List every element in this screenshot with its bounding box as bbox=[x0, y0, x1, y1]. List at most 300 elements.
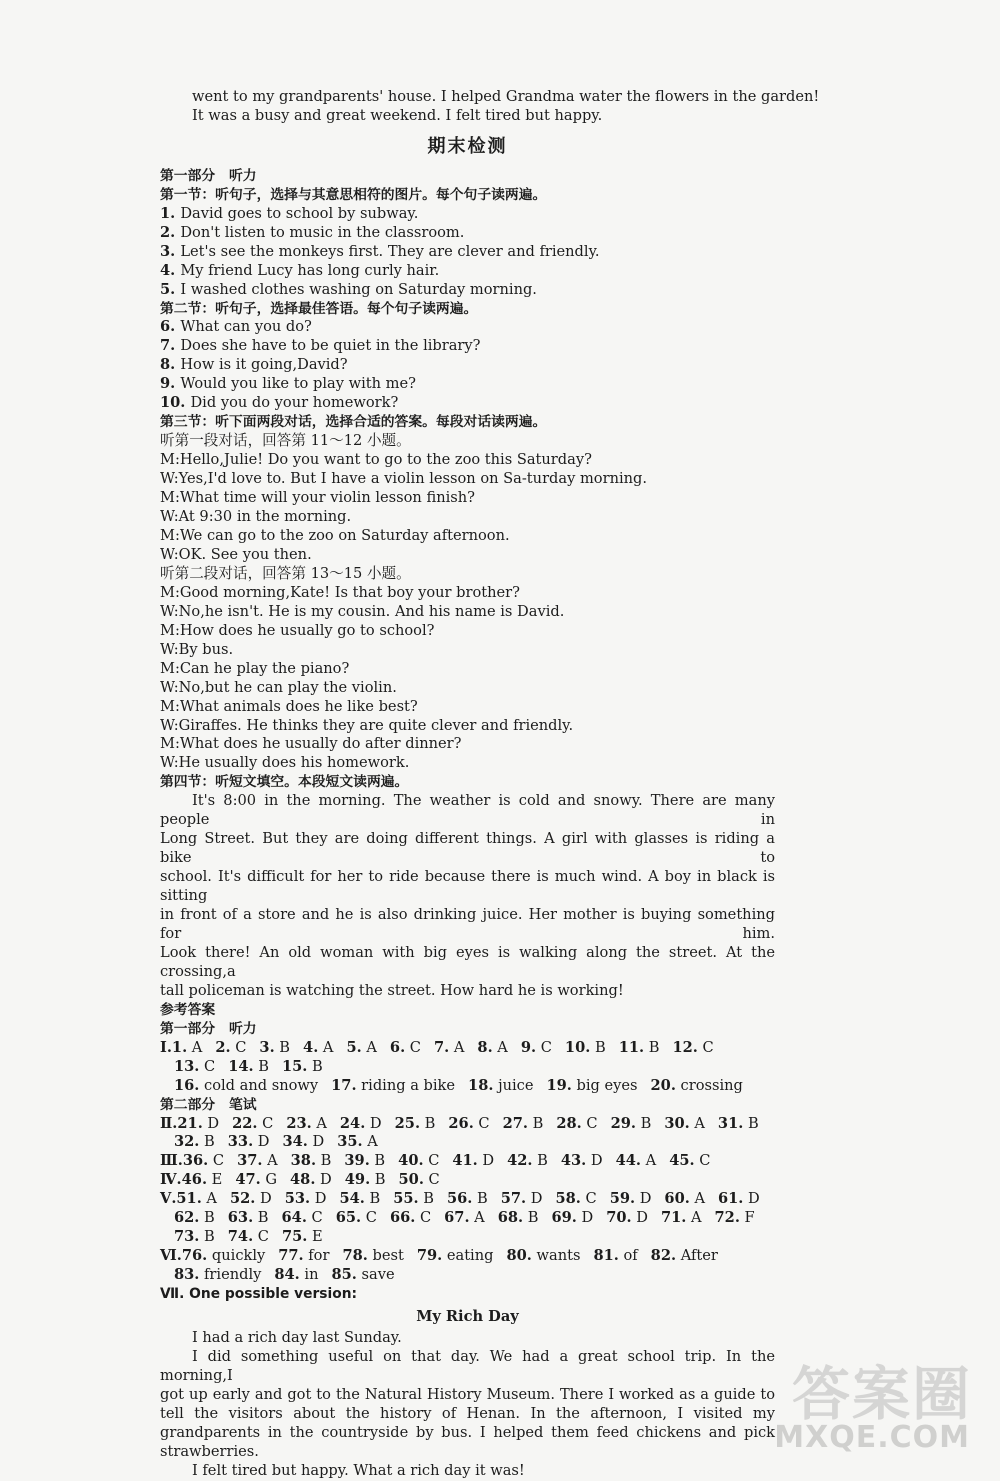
answer-row bbox=[160, 1077, 775, 1096]
answer-number: 35. bbox=[337, 1133, 363, 1151]
answer-item bbox=[282, 1228, 323, 1247]
item-text: Don't listen to music in the classroom. bbox=[180, 223, 465, 241]
section-items bbox=[160, 318, 775, 413]
answer-item bbox=[395, 1115, 436, 1134]
item-number: 7. bbox=[160, 337, 181, 355]
answer-item bbox=[390, 1039, 421, 1058]
dialog-line: M:What time will your violin lesson finish? bbox=[160, 489, 475, 507]
answer-item bbox=[399, 1171, 440, 1190]
answer-item bbox=[661, 1209, 702, 1228]
dialog-line: M:How does he usually go to school? bbox=[160, 621, 435, 639]
answer-value: A bbox=[689, 1114, 705, 1132]
answer-value: D bbox=[253, 1133, 270, 1151]
answer-item bbox=[434, 1039, 464, 1058]
answer-value: D bbox=[576, 1209, 594, 1227]
answer-item bbox=[174, 1209, 215, 1228]
answer-item bbox=[503, 1115, 544, 1134]
answer-item bbox=[228, 1228, 269, 1247]
answer-row bbox=[160, 1190, 775, 1209]
watermark-brand: 答案圈 bbox=[791, 1360, 972, 1428]
answer-value: C bbox=[361, 1209, 377, 1227]
roman-numeral: Ⅵ. bbox=[160, 1247, 182, 1265]
answer-value: big eyes bbox=[571, 1076, 638, 1094]
roman-numeral: Ⅰ. bbox=[160, 1038, 172, 1056]
answer-value: B bbox=[364, 1190, 381, 1208]
roman-numeral: Ⅱ. bbox=[160, 1114, 178, 1132]
answer-value: E bbox=[307, 1228, 323, 1246]
answer-number: 62. bbox=[174, 1209, 200, 1227]
answer-item bbox=[183, 1152, 224, 1171]
answer-item bbox=[452, 1152, 494, 1171]
answer-value: A bbox=[689, 1190, 705, 1208]
part-heading: 第一部分 听力 bbox=[160, 167, 257, 184]
answer-number: 6. bbox=[389, 1038, 406, 1056]
answer-item bbox=[551, 1209, 593, 1228]
answer-value: D bbox=[631, 1209, 648, 1227]
answer-number: 18. bbox=[468, 1076, 494, 1094]
list-item bbox=[160, 205, 775, 224]
answer-value: B bbox=[307, 1057, 323, 1075]
answer-item bbox=[521, 1039, 552, 1058]
answer-value: D bbox=[307, 1133, 325, 1151]
answer-value: F bbox=[739, 1209, 755, 1227]
answer-value: A bbox=[262, 1152, 278, 1170]
dialog-line: M:What animals does he like best? bbox=[160, 697, 418, 715]
passage-line: school. It's difficult for her to ride because there is much wind. A boy in black is sitting bbox=[160, 868, 775, 905]
essay-line: I did something useful on that day. We had a great school trip. In the morning,I bbox=[160, 1347, 775, 1384]
answer-item bbox=[477, 1039, 507, 1058]
answer-number: 3. bbox=[259, 1038, 275, 1056]
answer-value: G bbox=[260, 1171, 278, 1189]
answer-value: D bbox=[477, 1152, 495, 1170]
list-item bbox=[160, 318, 775, 337]
list-item bbox=[160, 337, 775, 356]
watermark-logo bbox=[758, 1343, 978, 1463]
answer-value: save bbox=[356, 1266, 395, 1284]
answer-value: D bbox=[202, 1114, 220, 1132]
answer-number: 66. bbox=[389, 1209, 416, 1227]
intro-line: It was a busy and great weekend. I felt tired but happy. bbox=[192, 106, 603, 124]
answer-value: riding a bike bbox=[356, 1076, 456, 1094]
answer-item bbox=[274, 1266, 318, 1285]
answer-item bbox=[507, 1152, 548, 1171]
answer-value: A bbox=[318, 1038, 334, 1056]
answer-number: 73. bbox=[174, 1228, 200, 1246]
answer-number: 23. bbox=[286, 1114, 312, 1132]
answer-value: D bbox=[526, 1190, 543, 1208]
answer-item bbox=[174, 1133, 215, 1152]
answer-item bbox=[345, 1171, 386, 1190]
answer-number: 46. bbox=[181, 1171, 208, 1189]
answer-number: 65. bbox=[335, 1209, 362, 1227]
answer-item bbox=[506, 1247, 580, 1266]
answer-item bbox=[283, 1133, 325, 1152]
answer-item bbox=[468, 1077, 533, 1096]
answer-number: 28. bbox=[556, 1114, 582, 1132]
answer-value: D bbox=[365, 1114, 382, 1132]
answer-value: A bbox=[492, 1038, 508, 1056]
section-heading: 第四节：听短文填空。本段短文读两遍。 bbox=[160, 774, 409, 791]
item-number: 5. bbox=[160, 280, 181, 298]
answer-number: 64. bbox=[281, 1209, 307, 1227]
section-heading: 第一节：听句子，选择与其意思相符的图片。每个句子读两遍。 bbox=[160, 186, 547, 203]
item-number: 2. bbox=[160, 223, 181, 241]
answer-number: 45. bbox=[669, 1152, 695, 1170]
answer-number: 38. bbox=[290, 1152, 317, 1170]
answer-number: 84. bbox=[274, 1266, 300, 1284]
answer-row bbox=[160, 1058, 775, 1077]
item-number: 6. bbox=[160, 318, 181, 336]
answer-row bbox=[160, 1039, 775, 1058]
answer-item bbox=[593, 1247, 637, 1266]
section-heading: 第三节：听下面两段对话，选择合适的答案。每段对话读两遍。 bbox=[160, 414, 547, 431]
answer-item bbox=[336, 1209, 377, 1228]
answer-number: 48. bbox=[290, 1171, 316, 1189]
answer-item bbox=[340, 1115, 382, 1134]
answer-value: C bbox=[415, 1209, 432, 1227]
answer-item bbox=[651, 1247, 718, 1266]
essay-paragraph: I felt tired but happy. What a rich day it was! bbox=[192, 1461, 525, 1479]
dialog-line: W:By bus. bbox=[160, 640, 234, 658]
roman-numeral: Ⅳ. bbox=[160, 1171, 182, 1189]
essay-line: got up early and got to the Natural History Museum. There I worked as a guide to bbox=[160, 1385, 775, 1403]
answer-item bbox=[237, 1152, 278, 1171]
answer-item bbox=[176, 1190, 217, 1209]
answer-row bbox=[160, 1228, 775, 1247]
answer-item bbox=[232, 1115, 273, 1134]
row-indent bbox=[160, 1077, 174, 1094]
answer-value: B bbox=[418, 1190, 434, 1208]
answer-number: 52. bbox=[229, 1190, 256, 1208]
answer-number: 15. bbox=[281, 1057, 308, 1075]
list-item bbox=[160, 375, 775, 394]
item-number: 9. bbox=[160, 375, 181, 393]
answer-number: 69. bbox=[551, 1209, 577, 1227]
section-items bbox=[160, 205, 775, 300]
answer-number: 50. bbox=[398, 1171, 424, 1189]
answer-item bbox=[337, 1133, 378, 1152]
answer-item bbox=[182, 1247, 265, 1266]
item-text: What can you do? bbox=[180, 318, 312, 336]
answer-number: 83. bbox=[174, 1266, 200, 1284]
answer-number: 63. bbox=[227, 1209, 254, 1227]
answer-number: 30. bbox=[664, 1114, 690, 1132]
list-item bbox=[160, 356, 775, 375]
answer-item bbox=[174, 1228, 215, 1247]
answer-item bbox=[501, 1190, 543, 1209]
answer-number: 44. bbox=[615, 1152, 641, 1170]
answer-number: 42. bbox=[507, 1152, 533, 1170]
answer-number: 59. bbox=[609, 1190, 636, 1208]
answer-item bbox=[331, 1266, 394, 1285]
answer-number: 24. bbox=[339, 1114, 366, 1132]
answer-number: 57. bbox=[500, 1190, 527, 1208]
essay-line: strawberries. bbox=[160, 1442, 259, 1460]
answer-number: 70. bbox=[606, 1209, 632, 1227]
answer-value: of bbox=[618, 1247, 638, 1265]
answer-value: B bbox=[635, 1114, 652, 1132]
essay-title: My Rich Day bbox=[416, 1308, 519, 1326]
answer-number: 19. bbox=[546, 1076, 572, 1094]
answer-item bbox=[285, 1190, 327, 1209]
dialog-line: M:Can he play the piano? bbox=[160, 659, 350, 677]
answer-number: 60. bbox=[664, 1190, 690, 1208]
answer-value: best bbox=[367, 1247, 404, 1265]
answer-value: B bbox=[532, 1152, 548, 1170]
answer-item bbox=[230, 1190, 272, 1209]
item-number: 8. bbox=[160, 356, 181, 374]
dialog-line: M:Hello,Julie! Do you want to go to the zoo this Saturday? bbox=[160, 451, 592, 469]
answer-value: B bbox=[199, 1228, 215, 1246]
answer-item bbox=[342, 1247, 403, 1266]
dialog-line: W:Giraffes. He thinks they are quite clever and friendly. bbox=[160, 716, 574, 734]
answer-number: 51. bbox=[176, 1190, 202, 1208]
answer-number: 75. bbox=[281, 1228, 308, 1246]
answer-number: 1. bbox=[171, 1038, 188, 1056]
answer-item bbox=[447, 1190, 488, 1209]
answer-value: D bbox=[315, 1171, 332, 1189]
answer-item bbox=[177, 1115, 219, 1134]
answer-value: quickly bbox=[207, 1247, 266, 1265]
answer-number: 4. bbox=[303, 1038, 319, 1056]
answer-value: A bbox=[201, 1190, 217, 1208]
answer-item bbox=[555, 1190, 596, 1209]
item-text: Would you like to play with me? bbox=[180, 375, 416, 393]
answer-item bbox=[417, 1247, 494, 1266]
answer-number: 85. bbox=[331, 1266, 357, 1284]
answer-item bbox=[228, 1133, 270, 1152]
passage-line: in front of a store and he is also drinking juice. Her mother is buying something for him. bbox=[160, 906, 775, 942]
item-text: I washed clothes washing on Saturday morning. bbox=[180, 280, 537, 298]
answer-item bbox=[565, 1039, 606, 1058]
dialog-line: W:No,he isn't. He is my cousin. And his name is David. bbox=[160, 602, 565, 620]
answer-number: 32. bbox=[174, 1133, 200, 1151]
item-number: 10. bbox=[160, 394, 191, 412]
listening-passage bbox=[160, 792, 775, 1000]
answer-item bbox=[616, 1152, 657, 1171]
answer-item bbox=[664, 1190, 705, 1209]
answer-value: eating bbox=[442, 1247, 494, 1265]
list-item bbox=[160, 262, 775, 281]
answer-item bbox=[215, 1039, 246, 1058]
answer-number: 2. bbox=[215, 1038, 231, 1056]
item-number: 4. bbox=[160, 261, 181, 279]
roman-numeral: Ⅲ. bbox=[160, 1152, 183, 1170]
answer-number: 29. bbox=[610, 1114, 636, 1132]
writing-label: Ⅶ. One possible version: bbox=[160, 1286, 358, 1303]
answer-item bbox=[291, 1152, 332, 1171]
answer-value: D bbox=[586, 1152, 603, 1170]
answer-item bbox=[390, 1209, 431, 1228]
answer-number: 34. bbox=[282, 1133, 308, 1151]
answer-number: 14. bbox=[228, 1057, 254, 1075]
answer-item bbox=[448, 1115, 489, 1134]
answer-value: A bbox=[469, 1209, 485, 1227]
answer-value: C bbox=[199, 1057, 216, 1075]
answer-value: C bbox=[580, 1190, 597, 1208]
answer-row bbox=[160, 1209, 775, 1228]
answer-item bbox=[282, 1209, 323, 1228]
answer-number: 8. bbox=[477, 1038, 493, 1056]
answer-value: C bbox=[694, 1152, 711, 1170]
answers-heading: 参考答案 bbox=[160, 1001, 216, 1018]
answer-value: C bbox=[423, 1171, 440, 1189]
answer-value: B bbox=[523, 1209, 539, 1227]
answer-number: 39. bbox=[344, 1152, 370, 1170]
answer-number: 10. bbox=[564, 1038, 591, 1056]
row-indent bbox=[160, 1228, 174, 1245]
answer-number: 72. bbox=[714, 1209, 740, 1227]
answer-row bbox=[160, 1133, 775, 1152]
list-item bbox=[160, 243, 775, 262]
answer-value: D bbox=[635, 1190, 652, 1208]
answer-number: 67. bbox=[444, 1209, 470, 1227]
answer-value: C bbox=[581, 1114, 598, 1132]
answer-value: C bbox=[473, 1114, 490, 1132]
answer-value: B bbox=[253, 1057, 269, 1075]
answer-number: 78. bbox=[342, 1247, 368, 1265]
answer-number: 77. bbox=[278, 1247, 304, 1265]
part-heading: 第一部分 听力 bbox=[160, 1020, 257, 1037]
answer-number: 81. bbox=[593, 1247, 619, 1265]
answer-item bbox=[228, 1058, 269, 1077]
answer-item bbox=[278, 1247, 329, 1266]
answer-number: 55. bbox=[393, 1190, 419, 1208]
item-number: 3. bbox=[160, 242, 181, 260]
answer-value: B bbox=[420, 1114, 436, 1132]
answer-item bbox=[718, 1190, 760, 1209]
essay-line: tell the visitors about the history of Henan. In the afternoon, I visited my bbox=[160, 1404, 775, 1422]
answer-number: 68. bbox=[497, 1209, 524, 1227]
answer-number: 43. bbox=[560, 1152, 587, 1170]
dialog-line: M:What does he usually do after dinner? bbox=[160, 735, 462, 753]
answer-row bbox=[160, 1152, 775, 1171]
answer-item bbox=[393, 1190, 434, 1209]
answer-value: cold and snowy bbox=[199, 1076, 319, 1094]
dialog-line: W:At 9:30 in the morning. bbox=[160, 508, 352, 526]
answer-item bbox=[344, 1152, 385, 1171]
dialog bbox=[160, 451, 775, 565]
answer-row bbox=[160, 1171, 775, 1190]
answer-number: 47. bbox=[235, 1171, 261, 1189]
answer-item bbox=[235, 1171, 277, 1190]
answer-number: 21. bbox=[177, 1114, 203, 1132]
dialog-line: M:Good morning,Kate! Is that boy your brother? bbox=[160, 583, 520, 601]
page-content bbox=[160, 88, 820, 1481]
answer-value: B bbox=[590, 1038, 606, 1056]
answer-item bbox=[672, 1039, 713, 1058]
answer-item bbox=[182, 1171, 223, 1190]
answer-item bbox=[174, 1077, 318, 1096]
roman-numeral: Ⅴ. bbox=[160, 1190, 177, 1208]
essay-paragraph: I had a rich day last Sunday. bbox=[192, 1329, 402, 1346]
answer-row bbox=[160, 1115, 775, 1134]
watermark-site: MXQE.COM bbox=[774, 1420, 970, 1455]
row-indent bbox=[160, 1133, 174, 1150]
answer-number: 54. bbox=[339, 1190, 365, 1208]
answer-value: C bbox=[536, 1038, 552, 1056]
dialog-line: W:OK. See you then. bbox=[160, 545, 312, 563]
dialog-intro: 听第一段对话，回答第 11～12 小题。 bbox=[160, 432, 411, 450]
answer-item bbox=[331, 1077, 455, 1096]
answer-number: 40. bbox=[398, 1152, 424, 1170]
answer-item bbox=[174, 1058, 215, 1077]
answer-item bbox=[546, 1077, 637, 1096]
answer-number: 41. bbox=[452, 1152, 478, 1170]
answer-number: 36. bbox=[182, 1152, 209, 1170]
answer-number: 33. bbox=[227, 1133, 254, 1151]
answer-value: C bbox=[257, 1114, 274, 1132]
answer-number: 80. bbox=[506, 1247, 532, 1265]
answer-number: 82. bbox=[650, 1247, 677, 1265]
answer-value: C bbox=[253, 1228, 269, 1246]
answer-item bbox=[556, 1115, 597, 1134]
list-item bbox=[160, 224, 775, 243]
item-text: Does she have to be quiet in the library? bbox=[180, 337, 481, 355]
answer-number: 61. bbox=[718, 1190, 744, 1208]
answer-value: B bbox=[316, 1152, 332, 1170]
essay-paragraph bbox=[160, 1348, 775, 1462]
answer-value: crossing bbox=[675, 1076, 743, 1094]
answer-value: friendly bbox=[199, 1266, 262, 1284]
answer-row bbox=[160, 1266, 775, 1285]
item-text: Did you do your homework? bbox=[190, 394, 399, 412]
answer-value: B bbox=[274, 1038, 291, 1056]
answer-value: B bbox=[472, 1190, 488, 1208]
section-heading: 第二节：听句子，选择最佳答语。每个句子读两遍。 bbox=[160, 300, 478, 317]
answer-item bbox=[498, 1209, 539, 1228]
answer-value: B bbox=[369, 1152, 386, 1170]
answer-item bbox=[174, 1266, 261, 1285]
essay-line: grandparents in the countryside by bus. I helped them feed chickens and pick bbox=[160, 1423, 775, 1441]
answer-value: A bbox=[686, 1209, 702, 1227]
item-text: How is it going,David? bbox=[180, 356, 348, 374]
row-indent bbox=[160, 1058, 174, 1075]
answer-item bbox=[290, 1171, 332, 1190]
answer-item bbox=[444, 1209, 485, 1228]
answer-number: 12. bbox=[672, 1038, 698, 1056]
answer-value: B bbox=[528, 1114, 544, 1132]
dialog-line: W:He usually does his homework. bbox=[160, 754, 410, 772]
answer-item bbox=[619, 1039, 660, 1058]
answer-number: 13. bbox=[174, 1057, 200, 1075]
answer-value: A bbox=[187, 1038, 203, 1056]
answer-item bbox=[286, 1115, 327, 1134]
answer-value: B bbox=[199, 1209, 215, 1227]
answer-value: in bbox=[299, 1266, 319, 1284]
answer-number: 27. bbox=[502, 1114, 528, 1132]
answer-number: 49. bbox=[344, 1171, 371, 1189]
answer-value: D bbox=[310, 1190, 327, 1208]
part-heading: 第二部分 笔试 bbox=[160, 1096, 257, 1113]
answer-value: B bbox=[743, 1114, 759, 1132]
list-item bbox=[160, 394, 775, 413]
answer-row bbox=[160, 1247, 775, 1266]
answer-value: A bbox=[449, 1038, 465, 1056]
answer-number: 5. bbox=[346, 1038, 362, 1056]
answer-value: C bbox=[208, 1152, 225, 1170]
answer-item bbox=[282, 1058, 323, 1077]
answer-number: 7. bbox=[433, 1038, 450, 1056]
answer-number: 26. bbox=[448, 1114, 474, 1132]
intro-line: went to my grandparents' house. I helped Grandma water the flowers in the garden! bbox=[192, 88, 820, 105]
row-indent bbox=[160, 1209, 174, 1226]
answer-item bbox=[339, 1190, 380, 1209]
answer-item bbox=[715, 1209, 755, 1228]
answer-number: 22. bbox=[232, 1114, 258, 1132]
answer-number: 79. bbox=[416, 1247, 443, 1265]
answer-number: 74. bbox=[227, 1228, 254, 1246]
